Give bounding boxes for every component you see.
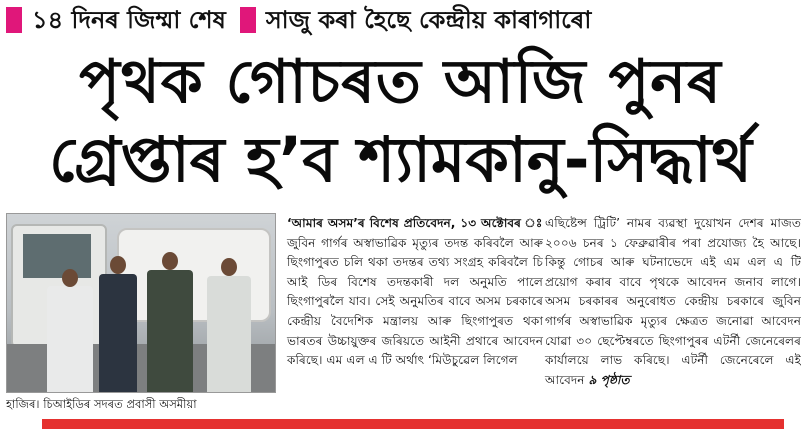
kicker-bullet-right (240, 7, 256, 33)
photo-person (47, 286, 93, 392)
page-jump-label[interactable]: ৯ পৃষ্ঠাত (588, 372, 630, 387)
kicker-left-text: ১৪ দিনৰ জিম্মা শেষ (32, 6, 226, 34)
article-column-1 (287, 214, 543, 371)
photo-person (99, 274, 137, 392)
article-column-2 (545, 214, 801, 390)
headline-line-2: গ্ৰেপ্তাৰ হ’ব শ্যামকানু-সিদ্ধাৰ্থ (49, 123, 752, 196)
kicker-bullet-left (6, 7, 22, 33)
photo-person (147, 270, 193, 392)
kicker-right-text: সাজু কৰা হৈছে কেন্দ্ৰীয় কাৰাগাৰো (265, 6, 592, 34)
article-body-part-2: এছিষ্টেন্স ট্ৰিটি’ নামৰ ব্যৱস্থা দুয়োখন দেশৰ মাজত ২০০৬ চনৰ ১ ফেব্ৰুৱাৰীৰ পৰা প্ৰযোজ্য হৈ আছে। কিন্তু গোচৰ আৰু ঘটনাভেদে এই এম এল এ টি প্ৰয়োগ কৰাৰ বাবে পৃথকে আবেদন জনাব লাগে। অসম চৰকাৰৰ অনুৰোধত কেন্দ্ৰীয় চৰকাৰে জুবিন গাৰ্গৰ অস্বাভাৱিক মৃত্যুৰ ক্ষেত্ৰত জনোৱা আবেদন যোৱা ৩০ ছেপ্টেম্বৰতে ছিংগাপুৰৰ এটৰ্নী জেনেৰেলৰ কাৰ্যালয়ে লাভ কৰিছে। এটৰ্নী জেনেৰেলে এই আবেদন (545, 216, 801, 387)
kicker-line (6, 2, 796, 38)
article-dateline: ‘আমাৰ অসম’ৰ বিশেষ প্ৰতিবেদন, ১৩ অক্টোবৰ ঃ (287, 216, 543, 230)
article-body-part-1: জুবিন গাৰ্গৰ অস্বাভাৱিক মৃত্যুৰ তদন্ত কৰিবলৈ আৰু ছিংগাপুৰত চলি থকা তদন্তৰ তথ্য সংগ্ৰহ কৰিবলৈ চি আই ডিৰ বিশেষ তদন্তকাৰী দল অনুমতি পালে ছিংগাপুৰলৈ যাব। সেই অনুমতিৰ বাবে অসম চৰকাৰে কেন্দ্ৰীয় বৈদেশিক মন্ত্ৰালয় আৰু ছিংগাপুৰত থকা ভাৰতৰ উচ্চায়ুক্তৰ জৰিয়তে আইনী প্ৰথাৰে আবেদন কৰিছে। এম এল এ টি অৰ্থাৎ ‘মিউচুৱেল লিগেল (287, 235, 543, 368)
headline-line-1: পৃথক গোচৰত আজি পুনৰ (79, 47, 722, 117)
photo-person (207, 276, 251, 392)
bottom-rule (42, 419, 784, 429)
news-photo (6, 213, 276, 393)
photo-caption: হাজিৰ। চিআইডিৰ সদৰত প্ৰবাসী অসমীয়া (6, 397, 197, 411)
